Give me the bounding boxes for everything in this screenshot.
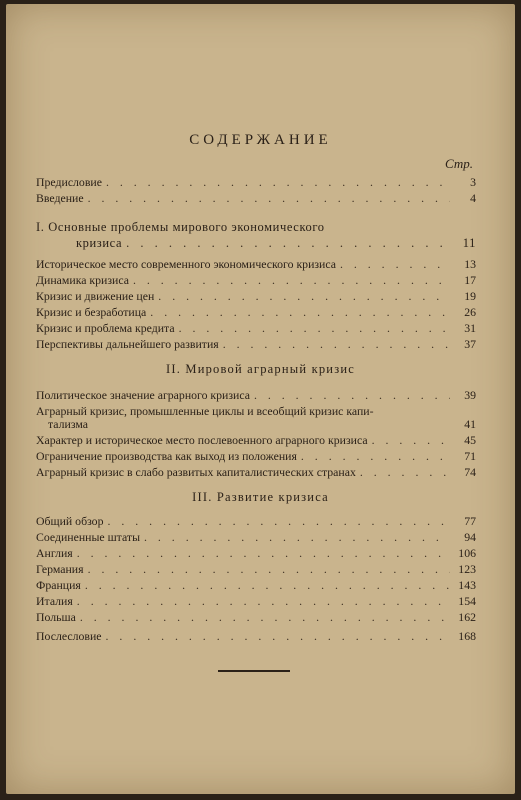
leader-dots: [107, 514, 450, 528]
toc-entry-page: 26: [464, 305, 476, 319]
toc-entry: [36, 610, 476, 624]
section-heading-3: III. Развитие кризиса: [192, 490, 329, 504]
toc-entry: [36, 388, 476, 402]
toc-entry-page: 39: [464, 388, 476, 402]
section-heading-2: II. Мировой аграрный кризис: [166, 362, 355, 376]
toc-entry: [36, 175, 476, 189]
leader-dots: [80, 610, 450, 624]
toc-entry-label: Введение: [36, 191, 84, 205]
section-heading-1: I. Основные проблемы мирового экономического: [36, 220, 325, 234]
toc-entry-page: 74: [464, 465, 476, 479]
toc-entry-label: Аграрный кризис в слабо развитых капиталистических странах: [36, 465, 356, 479]
leader-dots: [179, 321, 450, 335]
toc-entry: [36, 321, 476, 335]
toc-entry-page: 168: [458, 629, 476, 643]
toc-entry-page: 154: [458, 594, 476, 608]
toc-entry-label: Польша: [36, 610, 76, 624]
leader-dots: [133, 273, 450, 287]
leader-dots: [126, 236, 450, 250]
toc-entry: [36, 465, 476, 479]
toc-entry-label: Динамика кризиса: [36, 273, 129, 287]
toc-entry-label: тализма: [48, 417, 88, 431]
toc-entry-label: Предисловие: [36, 175, 102, 189]
toc-entry-label: Италия: [36, 594, 73, 608]
toc-entry: [36, 236, 476, 250]
leader-dots: [85, 578, 450, 592]
toc-entry-page: 162: [458, 610, 476, 624]
toc-entry-page: 77: [464, 514, 476, 528]
toc-entry: [36, 578, 476, 592]
toc-entry-label: Политическое значение аграрного кризиса: [36, 388, 250, 402]
toc-entry: [36, 417, 476, 431]
toc-entry: [36, 337, 476, 351]
toc-entry-page: 45: [464, 433, 476, 447]
toc-entry-label: Кризис и безработица: [36, 305, 147, 319]
leader-dots: [144, 530, 450, 544]
toc-entry: [36, 594, 476, 608]
toc-entry-page: 71: [464, 449, 476, 463]
toc-entry-label: Общий обзор: [36, 514, 104, 528]
leader-dots: [158, 289, 450, 303]
toc-entry-page: 41: [464, 417, 476, 431]
toc-entry-page: 11: [462, 236, 476, 250]
toc-entry-label: Историческое место современного экономического кризиса: [36, 257, 336, 271]
page-title: СОДЕРЖАНИЕ: [189, 132, 332, 148]
toc-entry: [36, 289, 476, 303]
leader-dots: [340, 257, 450, 271]
toc-entry: [36, 433, 476, 447]
leader-dots: [360, 465, 450, 479]
leader-dots: [223, 337, 450, 351]
page-column-label: Стр.: [445, 156, 473, 171]
toc-entry: [36, 546, 476, 560]
toc-entry-page: 143: [458, 578, 476, 592]
leader-dots: [254, 388, 450, 402]
toc-entry-label: Англия: [36, 546, 73, 560]
leader-dots: [88, 191, 450, 205]
toc-entry-label: Аграрный кризис, промышленные циклы и всеобщий кризис капи-: [36, 404, 374, 418]
toc-entry-page: 4: [470, 191, 476, 205]
toc-entry-page: 106: [458, 546, 476, 560]
toc-entry-label: Соединенные штаты: [36, 530, 140, 544]
toc-entry-page: 13: [464, 257, 476, 271]
leader-dots: [88, 562, 450, 576]
leader-dots: [106, 175, 450, 189]
leader-dots: [106, 629, 450, 643]
toc-entry-label: Послесловие: [36, 629, 102, 643]
leader-dots: [77, 594, 450, 608]
leader-dots: [301, 449, 450, 463]
closing-rule: [218, 670, 290, 672]
toc-entry-label: кризиса: [76, 236, 123, 250]
toc-entry: [36, 629, 476, 643]
toc-entry: [36, 449, 476, 463]
toc-entry-label: Характер и историческое место послевоенного аграрного кризиса: [36, 433, 368, 447]
toc-entry: [36, 530, 476, 544]
toc-entry-label: Германия: [36, 562, 84, 576]
toc-entry: [36, 273, 476, 287]
toc-entry-label: Франция: [36, 578, 81, 592]
toc-entry: [36, 191, 476, 205]
toc-entry: [36, 562, 476, 576]
leader-dots: [372, 433, 450, 447]
toc-entry-label: Ограничение производства как выход из положения: [36, 449, 297, 463]
toc-entry-page: 37: [464, 337, 476, 351]
toc-entry-page: 123: [458, 562, 476, 576]
toc-entry-page: 17: [464, 273, 476, 287]
leader-dots: [77, 546, 450, 560]
toc-entry-label: Кризис и движение цен: [36, 289, 155, 303]
toc-entry: [36, 514, 476, 528]
toc-entry-page: 94: [464, 530, 476, 544]
toc-entry-page: 19: [464, 289, 476, 303]
leader-dots: [150, 305, 450, 319]
toc-entry-label: Перспективы дальнейшего развития: [36, 337, 219, 351]
toc-entry-page: 3: [470, 175, 476, 189]
toc-entry: [36, 257, 476, 271]
toc-entry: [36, 305, 476, 319]
toc-entry-label: Кризис и проблема кредита: [36, 321, 175, 335]
toc-entry-page: 31: [464, 321, 476, 335]
